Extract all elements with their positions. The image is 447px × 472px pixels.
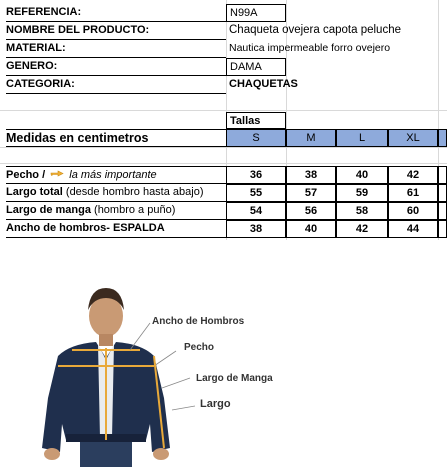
- cell-pecho-m[interactable]: 38: [286, 166, 336, 184]
- row-label-ancho-hombros: [6, 220, 226, 238]
- cell-extra: [438, 202, 447, 220]
- cell-largo-m[interactable]: 57: [286, 184, 336, 202]
- grid-line: [0, 147, 447, 148]
- info-label-genero: GENERO:: [6, 58, 226, 76]
- size-header-extra: [438, 129, 447, 147]
- cell-extra: [438, 184, 447, 202]
- info-value-referencia[interactable]: N99A: [226, 4, 286, 22]
- cell-manga-l[interactable]: 58: [336, 202, 388, 220]
- size-header-s: S: [226, 129, 286, 147]
- row-label-largo-manga: [6, 202, 226, 220]
- info-value-genero[interactable]: DAMA: [226, 58, 286, 76]
- figure-label-length: Largo: [200, 398, 231, 410]
- figure-label-sleeve: Largo de Manga: [196, 373, 273, 384]
- cell-pecho-s[interactable]: 36: [226, 166, 286, 184]
- cell-hombros-s[interactable]: 38: [226, 220, 286, 238]
- cell-manga-m[interactable]: 56: [286, 202, 336, 220]
- row-label-largo-manga-bold: Largo de manga: [6, 204, 91, 216]
- row-label-pecho-bold: Pecho /: [6, 169, 46, 181]
- size-header-m: M: [286, 129, 336, 147]
- size-header-l: L: [336, 129, 388, 147]
- row-label-pecho-note: la más importante: [69, 169, 157, 181]
- cell-hombros-l[interactable]: 42: [336, 220, 388, 238]
- cell-manga-s[interactable]: 54: [226, 202, 286, 220]
- jacket-illustration: [0, 248, 300, 467]
- tallas-label: Tallas: [226, 112, 286, 129]
- size-header-xl: XL: [388, 129, 438, 147]
- cell-largo-xl[interactable]: 61: [388, 184, 438, 202]
- jacket-measurement-figure: [0, 248, 300, 467]
- cell-hombros-xl[interactable]: 44: [388, 220, 438, 238]
- cell-largo-s[interactable]: 55: [226, 184, 286, 202]
- row-label-largo-manga-note: (hombro a puño): [94, 204, 176, 216]
- row-label-largo-total-note: (desde hombro hasta abajo): [65, 186, 204, 198]
- measures-label: Medidas en centimetros: [6, 129, 226, 147]
- cell-extra: [438, 166, 447, 184]
- cell-largo-l[interactable]: 59: [336, 184, 388, 202]
- row-label-pecho: [6, 166, 226, 184]
- pointing-hand-icon: [50, 168, 64, 179]
- info-label-nombre: NOMBRE DEL PRODUCTO:: [6, 22, 226, 40]
- info-label-material: MATERIAL:: [6, 40, 226, 58]
- info-value-material[interactable]: Nautica impermeable forro ovejero: [229, 42, 391, 54]
- cell-hombros-m[interactable]: 40: [286, 220, 336, 238]
- info-label-referencia: REFERENCIA:: [6, 4, 226, 22]
- row-label-largo-total: [6, 184, 226, 202]
- figure-label-chest: Pecho: [184, 342, 215, 353]
- info-label-categoria: CATEGORIA:: [6, 76, 226, 94]
- cell-extra: [438, 220, 447, 238]
- cell-manga-xl[interactable]: 60: [388, 202, 438, 220]
- row-label-largo-total-bold: Largo total: [6, 186, 63, 198]
- grid-line: [0, 110, 447, 111]
- row-label-ancho-hombros-bold: Ancho de hombros- ESPALDA: [6, 222, 165, 234]
- grid-line: [0, 163, 447, 164]
- cell-pecho-l[interactable]: 40: [336, 166, 388, 184]
- figure-label-shoulders: Ancho de Hombros: [152, 316, 245, 327]
- info-value-categoria[interactable]: CHAQUETAS: [229, 78, 298, 90]
- cell-pecho-xl[interactable]: 42: [388, 166, 438, 184]
- info-value-nombre[interactable]: Chaqueta ovejera capota peluche: [229, 24, 401, 36]
